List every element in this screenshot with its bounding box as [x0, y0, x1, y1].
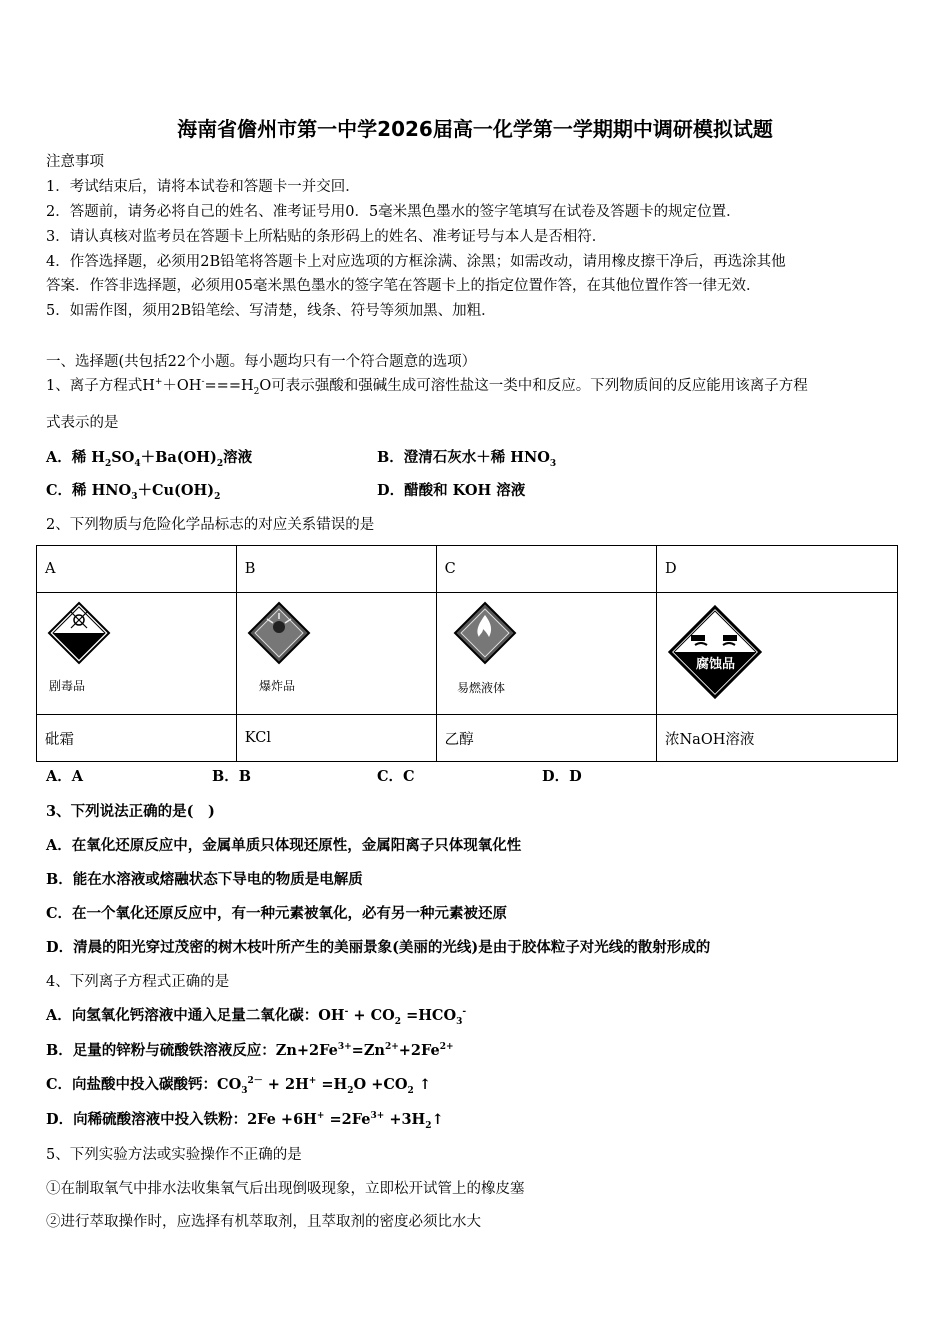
table-header: C: [436, 546, 656, 593]
q2-option-a[interactable]: A．A: [46, 768, 84, 785]
sign-label: 易燃液体: [456, 681, 505, 695]
question-3-stem: 3、下列说法正确的是( ): [46, 803, 215, 820]
explosive-sign-icon: [245, 599, 325, 704]
q3-option-c[interactable]: C．在一个氧化还原反应中，有一种元素被氧化，必有另一种元素被还原: [46, 905, 508, 922]
notice-item: 4．作答选择题，必须用2B铅笔将答题卡上对应选项的方框涂满、涂黑；如需改动，请用橡皮擦干净后，再选涂其他: [46, 254, 786, 270]
hazard-sign-cell: [236, 593, 436, 715]
substance-cell: 乙醇: [436, 715, 656, 762]
question-5-stem: 5、下列实验方法或实验操作不正确的是: [46, 1147, 302, 1163]
question-2-stem: 2、下列物质与危险化学品标志的对应关系错误的是: [46, 517, 375, 533]
q1-option-b[interactable]: B．澄清石灰水＋稀 $HNO_3$: [377, 449, 557, 469]
table-header: B: [236, 546, 436, 593]
table-header: A: [37, 546, 237, 593]
notice-item: 5．如需作图，须用2B铅笔绘、写清楚，线条、符号等须加黑、加粗．: [46, 303, 496, 319]
q2-option-b[interactable]: B．B: [212, 768, 252, 785]
hazard-table: [36, 545, 898, 762]
question-1-stem-cont: 式表示的是: [46, 415, 119, 431]
q2-option-d[interactable]: D．D: [542, 768, 582, 785]
notice-item: 2．答题前，请务必将自己的姓名、准考证号用0．5毫米黑色墨水的签字笔填写在试卷及答题卡的规定位置．: [46, 204, 741, 220]
sign-label: 爆炸品: [258, 679, 295, 693]
q2-option-c[interactable]: C．C: [377, 768, 415, 785]
q1-option-c[interactable]: C．稀 $HNO_3+Cu(OH)_2$: [46, 482, 221, 502]
q3-option-b[interactable]: B．能在水溶液或熔融状态下导电的物质是电解质: [46, 871, 363, 888]
q3-option-d[interactable]: D．清晨的阳光穿过茂密的树木枝叶所产生的美丽景象(美丽的光线)是由于胶体粒子对光线的散射形成的: [46, 939, 711, 956]
q5-item: ②进行萃取操作时，应选择有机萃取剂，且萃取剂的密度必须比水大: [46, 1214, 481, 1230]
substance-cell: 砒霜: [37, 715, 237, 762]
q4-option-c[interactable]: C．向盐酸中投入碳酸钙：$CO_3^{2-} + 2H^+ =H_2O +CO_2$ ↑: [46, 1076, 431, 1096]
section-heading: 一、选择题(共包括22个小题。每小题均只有一个符合题意的选项）: [46, 354, 477, 370]
sign-label: 腐蚀品: [695, 657, 735, 672]
notice-item: 答案．作答非选择题，必须用05毫米黑色墨水的签字笔在答题卡上的指定位置作答，在其他位置作答一律无效．: [46, 278, 761, 294]
q1-option-d[interactable]: D．醋酸和 KOH 溶液: [377, 482, 526, 499]
q4-option-b[interactable]: B．足量的锌粉与硫酸铁溶液反应：$Zn+2Fe^{3+}=Zn^{2+}+2Fe^{2+}$: [46, 1042, 454, 1059]
corrosive-sign-icon: [665, 599, 765, 704]
hazard-sign-cell: [656, 593, 897, 715]
notice-item: 1．考试结束后，请将本试卷和答题卡一并交回．: [46, 179, 360, 195]
q1-option-a[interactable]: A．稀 $H_2SO_4+Ba(OH)_2$溶液: [46, 449, 253, 469]
page-title: 海南省儋州市第一中学2026届高一化学第一学期期中调研模拟试题: [177, 117, 773, 141]
hazard-sign-cell: [37, 593, 237, 715]
substance-cell: KCl: [236, 715, 436, 762]
toxic-sign-icon: [45, 599, 125, 704]
question-4-stem: 4、下列离子方程式正确的是: [46, 974, 230, 990]
substance-cell: 浓NaOH溶液: [656, 715, 897, 762]
q5-item: ①在制取氧气中排水法收集氧气后出现倒吸现象，立即松开试管上的橡皮塞: [46, 1181, 525, 1197]
hazard-sign-cell: [436, 593, 656, 715]
notice-item: 3．请认真核对监考员在答题卡上所粘贴的条形码上的姓名、准考证号与本人是否相符．: [46, 229, 607, 245]
q4-option-d[interactable]: D．向稀硫酸溶液中投入铁粉：$2Fe +6H^+ =2Fe^{3+}$ $+3H_2↑$: [46, 1111, 444, 1131]
sign-label: 剧毒品: [49, 679, 86, 693]
notice-heading: 注意事项: [46, 154, 104, 170]
question-1-stem: 1、离子方程式$H^++OH^-===H_2O$可表示强酸和强碱生成可溶性盐这一类中和反应。下列物质间的反应能用该离子方程: [46, 377, 808, 397]
q3-option-a[interactable]: A．在氧化还原反应中，金属单质只体现还原性，金属阳离子只体现氧化性: [46, 837, 522, 854]
q4-option-a[interactable]: A．向氢氧化钙溶液中通入足量二氧化碳：$OH^- + CO_2 =HCO_3^-$: [46, 1007, 467, 1027]
table-header: D: [656, 546, 897, 593]
flammable-sign-icon: [445, 599, 535, 704]
